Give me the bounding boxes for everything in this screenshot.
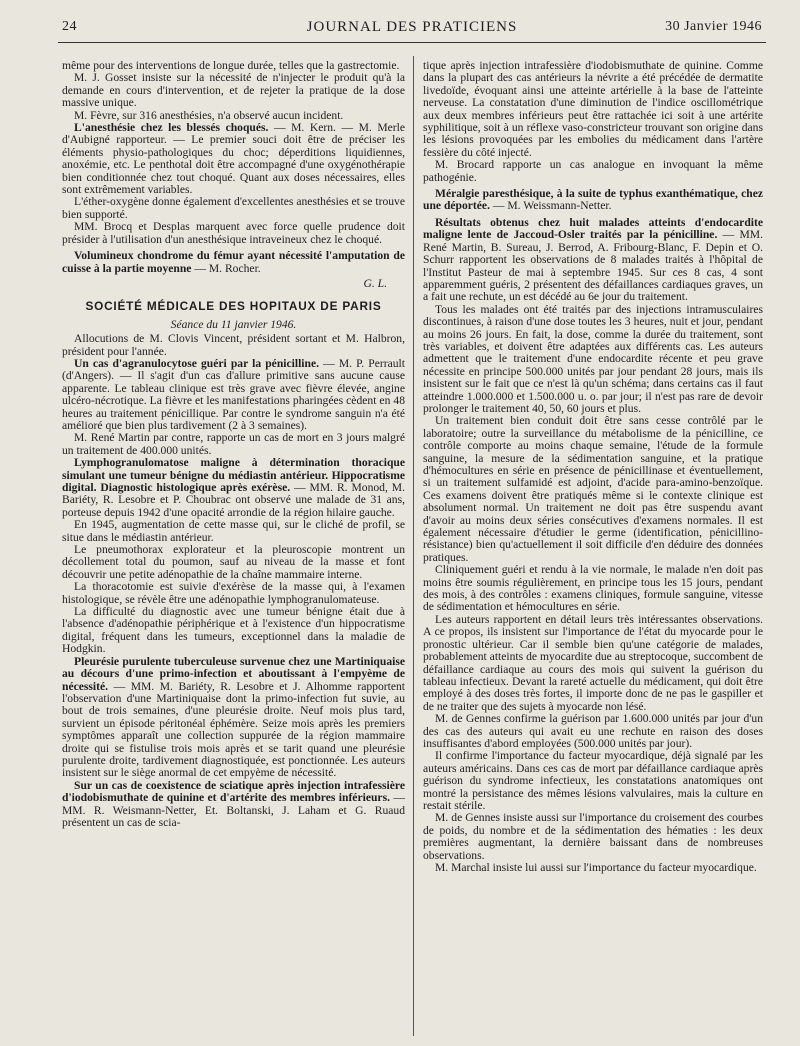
article-title: Pleurésie purulente tuberculeuse survenue chez une Martiniquaise au décours d'une primo-infection et aboutissant à l'empyème de nécessité. <box>62 654 405 693</box>
article-paragraph <box>62 656 405 780</box>
paragraph: Cliniquement guéri et rendu à la vie normale, le malade n'en doit pas moins être soumis régulièrement, en principe tous les 15 jours, pendant des mois, à des contrôles : examens cliniques, formule sanguine, vitesse de sédimentation et hémocultures en série. <box>423 563 763 614</box>
left-column <box>62 60 405 829</box>
article-authors: — M. Rocher. <box>191 261 261 275</box>
paragraph: M. Brocard rapporte un cas analogue en invoquant la même pathogénie. <box>423 158 763 184</box>
paragraph: Allocutions de M. Clovis Vincent, président sortant et M. Halbron, président pour l'année. <box>62 332 405 358</box>
article-title: Lymphogranulomatose maligne à détermination thoracique simulant une tumeur bénigne du médiastin antérieur. Hippocratisme digital. Diagnostic histologique après exérèse. <box>62 456 405 494</box>
paragraph: L'éther-oxygène donne également d'excellentes anesthésies et se trouve bien supporté. <box>62 195 405 221</box>
paragraph: M. de Gennes confirme la guérison par 1.600.000 unités par jour d'un des cas des auteurs qui avait eu une rechute en raison des doses insuffisantes d'abord employées (500.000 unités par jour). <box>423 712 763 750</box>
article-authors: — M. Kern. — M. Merle d'Aubigné rapporteur. <box>62 121 406 147</box>
article-authors: — M. Weissmann-Netter. <box>489 199 612 213</box>
paragraph: même pour des interventions de longue durée, telles que la gastrectomie. <box>62 59 400 72</box>
paragraph: M. J. Gosset insiste sur la nécessité de n'injecter le produit qu'à la demande en cours d'intervention, et de rejeter la pratique de la dose massive unique. <box>62 71 405 110</box>
paragraph: M. de Gennes insiste aussi sur l'importance du croisement des courbes de poids, du nombre et de la sédimentation des hématies : les deux premières augmentant, la dernière baissant dans de nombreuses observations. <box>423 811 763 862</box>
article-title: Sur un cas de coexistence de sciatique après injection intrafessière d'iodobismuthate de quinine et d'artérite des membres inférieurs. <box>62 778 405 805</box>
paragraph: La thoracotomie est suivie d'exérèse de la masse qui, à l'examen histologique, se révèle être une adénopathie lymphogranulomateuse. <box>62 580 405 606</box>
article-title: Résultats obtenus chez huit malades atteints d'endocardite maligne lente de Jaccoud-Osler traités par la pénicilline. <box>423 215 763 242</box>
paragraph: M. Fèvre, sur 316 anesthésies, n'a observé aucun incident. <box>74 108 344 122</box>
article-title: L'anesthésie chez les blessés choqués. <box>74 121 269 135</box>
article-title: Un cas d'agranulocytose guéri par la pénicilline. <box>74 356 320 370</box>
running-header <box>62 15 762 41</box>
article-paragraph <box>62 250 405 275</box>
paragraph: En 1945, augmentation de cette masse qui, sur le cliché de profil, se situe dans le médiastin antérieur. <box>62 518 405 544</box>
paragraph: La difficulté du diagnostic avec une tumeur bénigne était due à l'absence d'adénopathie périphérique et à l'existence d'un hippocratisme digital, fréquent dans les tumeurs, exceptionnel dans la maladie de Hodgkin. <box>62 605 405 656</box>
paragraph: Le pneumothorax explorateur et la pleuroscopie montrent un décollement total du poumon, sauf au niveau de la masse et font découvrir une petite adénopathie de la chaîne mammaire interne. <box>62 543 405 581</box>
article-text: — MM. R. Monod, M. Bariéty, R. Lesobre et P. Choubrac ont observé une malade de 31 ans, porteuse depuis 1942 d'une opacité arrondie de la région hilaire gauche. <box>62 481 405 519</box>
article-paragraph <box>62 780 405 830</box>
article-text: — MM. R. Weismann-Netter, Et. Boltanski, J. Laham et G. Ruaud présentent un cas de scia- <box>62 791 405 829</box>
header-rule <box>58 42 766 43</box>
section-heading: SOCIÉTÉ MÉDICALE DES HOPITAUX DE PARIS <box>85 299 382 314</box>
paragraph: M. Marchal insiste lui aussi sur l'importance du facteur myocardique. <box>435 861 757 874</box>
journal-title: JOURNAL DES PRATICIENS <box>306 19 518 35</box>
article-title: Volumineux chondrome du fémur ayant nécessité l'amputation de cuisse à la partie moyenne <box>62 249 405 275</box>
paragraph: Tous les malades ont été traités par des injections intramusculaires discontinues, à raison d'une dose toutes les 3 heures, nuit et jour, pendant au moins 26 jours. En fait, la dose, comme la durée du traitement, sont très variables, et doivent être adaptées aux différents cas. Les auteurs admettent que le traitement d'une endocardite récente et peu grave nécessite en principe 500.000 unités par jour pendant 28 jours, mais ils insistent sur le fait que ce n'est là qu'un schéma; dans certains cas il faut atteindre 1.000.000 et 1.500.000 u. o. par jour; il n'est pas rare de devoir prolonger le traitement 40, 50, 60 jours et plus. <box>423 302 763 415</box>
issue-date: 30 Janvier 1946 <box>665 19 762 34</box>
article-title: Méralgie paresthésique, à la suite de typhus exanthématique, chez une déportée. <box>423 187 763 213</box>
article-paragraph <box>62 122 405 196</box>
article-paragraph <box>62 358 405 432</box>
article-paragraph <box>423 217 763 304</box>
article-text: — M. P. Perrault (d'Angers). — Il s'agit d'un cas d'allure primitive sans aucune cause apparente. Le tableau clinique est très grave avec fièvre élevée, angine ulcéro-nécrotique. La fièvre et les manifestations pharingées cèdent en 48 heures au traitement pénicillique. Par contre le syndrome sanguin n'a été amélioré que bien plus tardivement (2 à 3 semaines). <box>62 356 405 432</box>
session-date: Séance du 11 janvier 1946. <box>170 317 297 331</box>
paragraph: Un traitement bien conduit doit être sans cesse contrôlé par le laboratoire; outre la surveillance du métabolisme de la pénicilline, ce contrôle comporte au moins chaque semaine, l'étude de la formule sanguine, la mesure de la sédimentation sanguine, et la pratique d'hémocultures en série en présence de pénicillinase et éventuellement, si un traitement sulfamidé est adjoint, d'acide para-amino-benzoïque. Ces examens doivent être pratiqués même si le contexte clinique est absolument normal. Un traitement ne doit pas être suspendu avant d'avoir au moins deux séries consécutives d'examens normales. Il est également nécessaire d'étudier le germe (identification, pénicillino-résistance) bien qu'actuellement il soit difficile d'en déduire des données pratiques. <box>423 414 763 564</box>
article-paragraph <box>423 188 763 213</box>
paragraph: tique après injection intrafessière d'iodobismuthate de quinine. Comme dans la plupart des cas antérieurs la névrite a été précédée de dermatite livedoïde, évoquant ainsi une atteinte artérielle à la base de l'atteinte nerveuse. La constatation d'une diminution de l'indice oscillométrique aux deux membres inférieurs peut être rattachée ici soit à une artérite syphilitique, soit à un réflexe vaso-constricteur trouvant son origine dans les lésions provoquées par les embolies du médicament dans l'artère fessière du côté injecté. <box>423 59 763 159</box>
paragraph: Les auteurs rapportent en détail leurs très intéressantes observations. A ce propos, ils insistent sur l'importance de l'état du myocarde pour le pronostic ultérieur. Car il semble bien qu'une catégorie de malades, probablement atteints de myocardite due au streptocoque, succombent de défaillance cardiaque au cours des mois qui suivent la guérison du tableau infectieux. Devant la rareté actuelle du médicament, qui doit être employé à des doses très fortes, il importe donc de ne pas le gaspiller et de ne traiter que des sujets à myocarde non lésé. <box>423 612 763 713</box>
paragraph: M. René Martin par contre, rapporte un cas de mort en 3 jours malgré un traitement de 400.000 unités. <box>62 431 405 457</box>
article-text: — Le premier souci doit être de préciser les éléments physio-pathologiques du choc; déperditions liquidiennes, anoxémie, etc. Le penthotal doit être accompagné d'une oxygénothérapie bien conditionnée chez tout choqué. Quant aux doses nécessaires, elles sont extrêmement variables. <box>62 133 405 197</box>
page-number: 24 <box>62 19 77 34</box>
paragraph: Il confirme l'importance du facteur myocardique, déjà signalé par les auteurs américains. Dans ces cas de mort par défaillance cardiaque après guérison du syndrome infectieux, les constatations anatomiques ont montré la persistance des mêmes lésions valvulaires, mais la culture en restait stérile. <box>423 749 763 812</box>
signature: G. L. <box>363 276 387 290</box>
column-divider <box>413 56 414 1036</box>
article-text: — MM. René Martin, B. Sureau, J. Berrod, A. Fribourg-Blanc, F. Depin et O. Schurr rapportent les observations de 8 malades traités à l'hôpital de l'Institut Pasteur de mai à septembre 1945. Sur ces 8 cas, 4 sont apparemment guéris, 2 présentent des défaillances cardiaques graves, un a fait une rechute, un est décédé au 6e jour du traitement. <box>423 228 763 304</box>
right-column <box>423 60 763 874</box>
article-text: — MM. M. Bariéty, R. Lesobre et J. Alhomme rapportent l'observation d'une Martiniquaise dont la primo-infection fut suvie, au bout de trois semaines, d'une pleurésie droite. Neuf mois plus tard, survient un épisode péritonéal éphémère. Seize mois après les premiers symptômes apparaît une collection suppurée de la région mammaire droite qui se fistulise trois mois après et se tarit quand une pleurésie purulente droite, tardivement diagnostiquée, est ponctionnée. Les auteurs insistent sur le siège anormal de cet empyème de nécessité. <box>62 679 405 780</box>
article-paragraph <box>62 457 405 519</box>
paragraph: MM. Brocq et Desplas marquent avec force quelle prudence doit présider à l'utilisation d'un anesthésique intraveineux chez le choqué. <box>62 220 405 246</box>
